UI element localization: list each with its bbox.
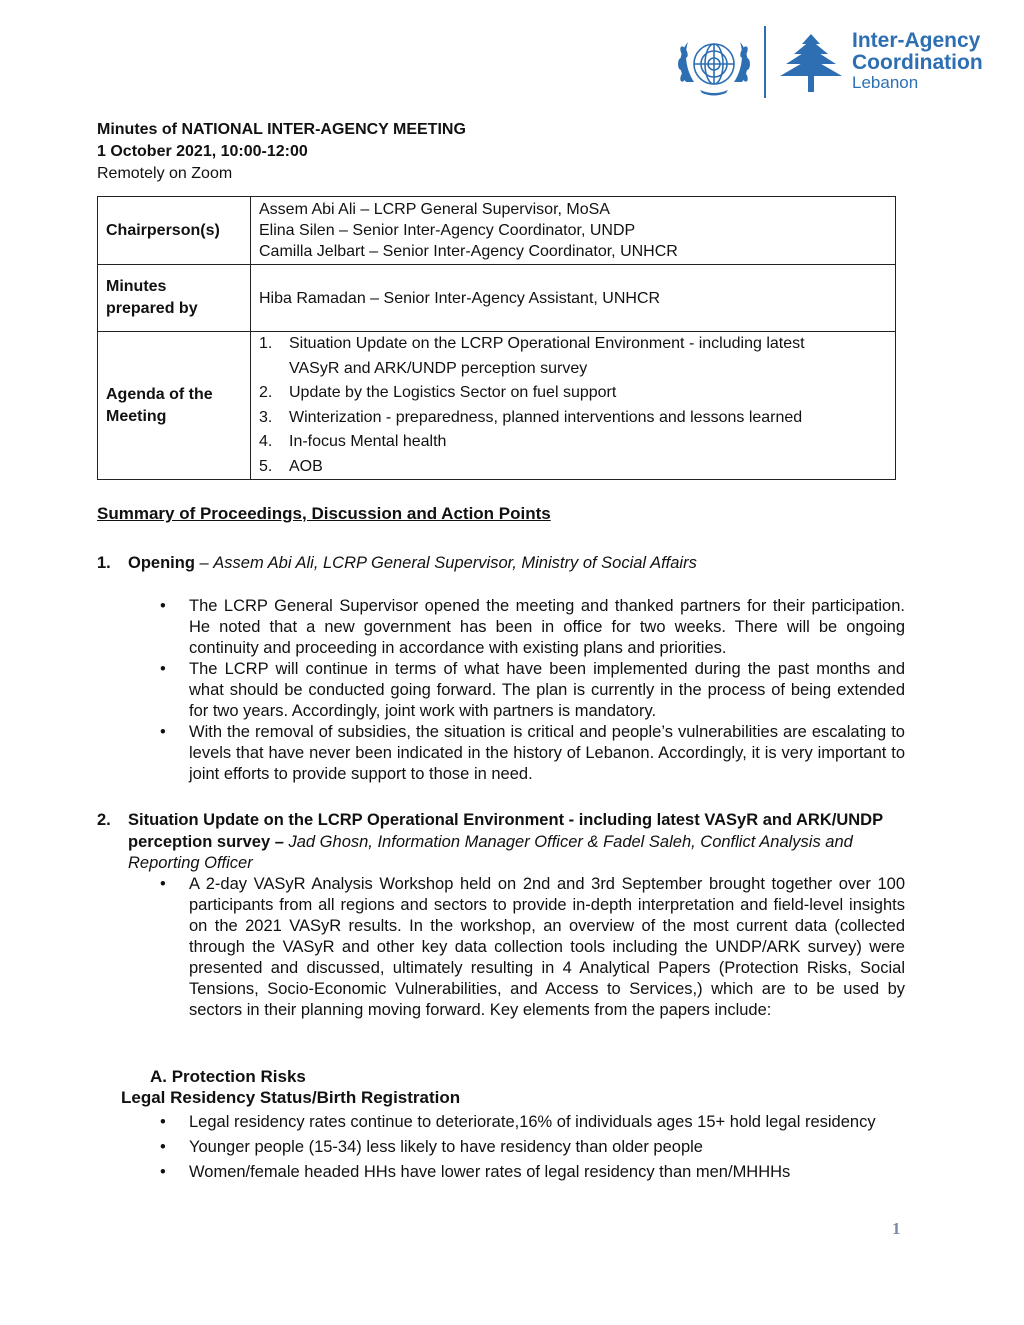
chair-3: Camilla Jelbart – Senior Inter-Agency Coordinator, UNHCR	[259, 243, 678, 260]
org-country: Lebanon	[852, 73, 919, 92]
list-item: • Younger people (15-34) less likely to have residency than older people	[160, 1138, 703, 1156]
list-item: • Legal residency rates continue to deteriorate,16% of individuals ages 15+ hold legal residency	[160, 1113, 876, 1131]
chair-2: Elina Silen – Senior Inter-Agency Coordinator, UNDP	[259, 222, 636, 239]
chair-1: Assem Abi Ali – LCRP General Supervisor, MoSA	[259, 201, 610, 218]
chair-row	[98, 197, 896, 265]
logo-divider	[764, 26, 766, 98]
un-emblem-icon	[672, 30, 756, 98]
summary-heading: Summary of Proceedings, Discussion and Action Points	[97, 504, 551, 523]
agenda-item: 4. In-focus Mental health	[259, 433, 447, 450]
agenda-label: Agenda of the Meeting	[98, 332, 251, 480]
org-name: Inter-Agency Coordination	[852, 29, 983, 74]
section-2-heading: 2. Situation Update on the LCRP Operational Environment - including latest VASyR and ARK/UNDP perception survey – Jad Ghosn, Information Manager Officer & Fadel Saleh, Conflict Analysis and Reporting Officer	[97, 811, 883, 872]
subsection-protection-risks: A. Protection Risks	[150, 1067, 306, 1086]
section-2-bullets	[160, 874, 905, 1021]
agenda-item: 2. Update by the Logistics Sector on fuel support	[259, 384, 617, 401]
agenda-row	[98, 332, 896, 480]
minutes-row	[98, 265, 896, 332]
section-1-heading: 1. Opening – Assem Abi Ali, LCRP General Supervisor, Ministry of Social Affairs	[97, 554, 697, 572]
list-item: • Women/female headed HHs have lower rates of legal residency than men/MHHHs	[160, 1163, 791, 1181]
list-item: • The LCRP General Supervisor opened the meeting and thanked partners for their participation. He noted that a new government has been in office for two weeks. There will be ongoing continuity and proceeding in accordance with existing plans and priorities.	[160, 597, 905, 657]
agenda-item: 3. Winterization - preparedness, planned interventions and lessons learned	[259, 408, 803, 426]
agenda-item: 5. AOB	[259, 457, 323, 475]
minutes-value: Hiba Ramadan – Senior Inter-Agency Assistant, UNHCR	[251, 265, 896, 332]
header-logos	[668, 26, 998, 100]
minutes-label: Minutes prepared by	[98, 265, 251, 332]
chair-label: Chairperson(s)	[98, 197, 251, 265]
doc-title: Minutes of NATIONAL INTER-AGENCY MEETING	[97, 121, 466, 138]
subsection-legal-residency: Legal Residency Status/Birth Registration	[121, 1088, 461, 1107]
legal-residency-bullets	[160, 1112, 905, 1183]
meeting-info-table	[97, 196, 896, 480]
chair-values	[251, 197, 896, 265]
list-item: • A 2-day VASyR Analysis Workshop held on 2nd and 3rd September brought together over 100 participants from all regions and sectors to provide in-depth interpretation and field-level insights on the 2021 VASyR results. In the workshop, an overview of the most current data (collected through the VASyR and other key data collection tools including the UNDP/ARK survey) were presented and discussed, ultimately resulting in 4 Analytical Papers (Protection Risks, Social Tensions, Socio-Economic Vulnerabilities, and Access to Services,) which are to be used by sectors in their planning moving forward. Key elements from the papers include:	[160, 875, 905, 1019]
agenda-values	[251, 332, 896, 480]
doc-venue: Remotely on Zoom	[97, 165, 233, 182]
list-item: • The LCRP will continue in terms of what have been implemented during the past months and what should be conducted going forward. The plan is currently in the process of being extended for two years. Accordingly, joint work with partners is mandatory.	[160, 660, 905, 720]
agenda-list	[259, 332, 887, 479]
section-1-bullets	[160, 596, 905, 785]
page-number: 1	[892, 1219, 901, 1238]
doc-date: 1 October 2021, 10:00-12:00	[97, 143, 308, 160]
agenda-item: 1. Situation Update on the LCRP Operational Environment - including latest VASyR and ARK/UNDP perception survey	[259, 335, 805, 377]
cedar-tree-icon	[776, 32, 846, 94]
list-item: • With the removal of subsidies, the situation is critical and people’s vulnerabilities are escalating to levels that have never been indicated in the history of Lebanon. Accordingly, it is very important to joint efforts to provide support to those in need.	[160, 723, 905, 783]
